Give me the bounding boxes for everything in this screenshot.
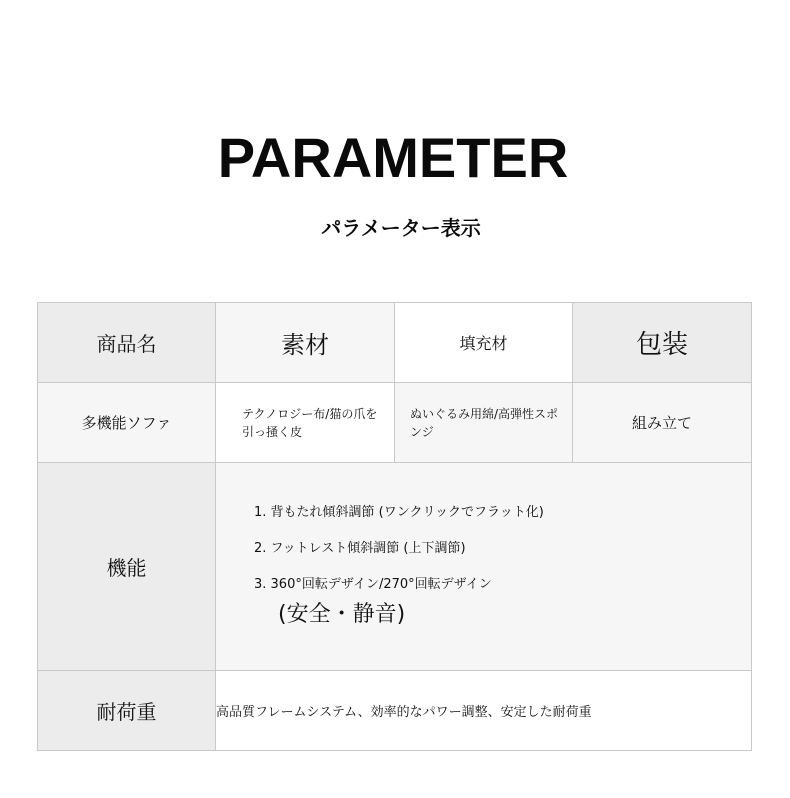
page-title: PARAMETER bbox=[217, 126, 569, 189]
parameter-table bbox=[37, 302, 752, 751]
function-item: 3. 360°回転デザイン/270°回転デザイン bbox=[254, 576, 492, 592]
value-material: テクノロジー布/猫の爪を引っ掻く皮 bbox=[216, 383, 395, 463]
function-row bbox=[38, 463, 752, 671]
header-material: 素材 bbox=[216, 303, 395, 383]
load-label: 耐荷重 bbox=[38, 671, 216, 751]
header-filling: 填充材 bbox=[395, 303, 573, 383]
header-product-name: 商品名 bbox=[38, 303, 216, 383]
values-row bbox=[38, 383, 752, 463]
header-row bbox=[38, 303, 752, 383]
load-text: 高品質フレームシステム、効率的なパワー調整、安定した耐荷重 bbox=[216, 671, 752, 751]
function-note: (安全・静音) bbox=[278, 601, 406, 627]
value-packaging: 組み立て bbox=[573, 383, 752, 463]
function-content bbox=[216, 463, 752, 671]
function-item: 1. 背もたれ傾斜調節 (ワンクリックでフラット化) bbox=[254, 504, 544, 520]
value-filling: ぬいぐるみ用綿/高弾性スポンジ bbox=[395, 383, 573, 463]
function-list bbox=[216, 504, 751, 594]
function-item: 2. フットレスト傾斜調節 (上下調節) bbox=[254, 540, 466, 556]
page-subtitle: パラメーター表示 bbox=[321, 216, 481, 240]
load-row bbox=[38, 671, 752, 751]
header-packaging: 包装 bbox=[573, 303, 752, 383]
value-product-name: 多機能ソファ bbox=[38, 383, 216, 463]
function-label: 機能 bbox=[38, 463, 216, 671]
